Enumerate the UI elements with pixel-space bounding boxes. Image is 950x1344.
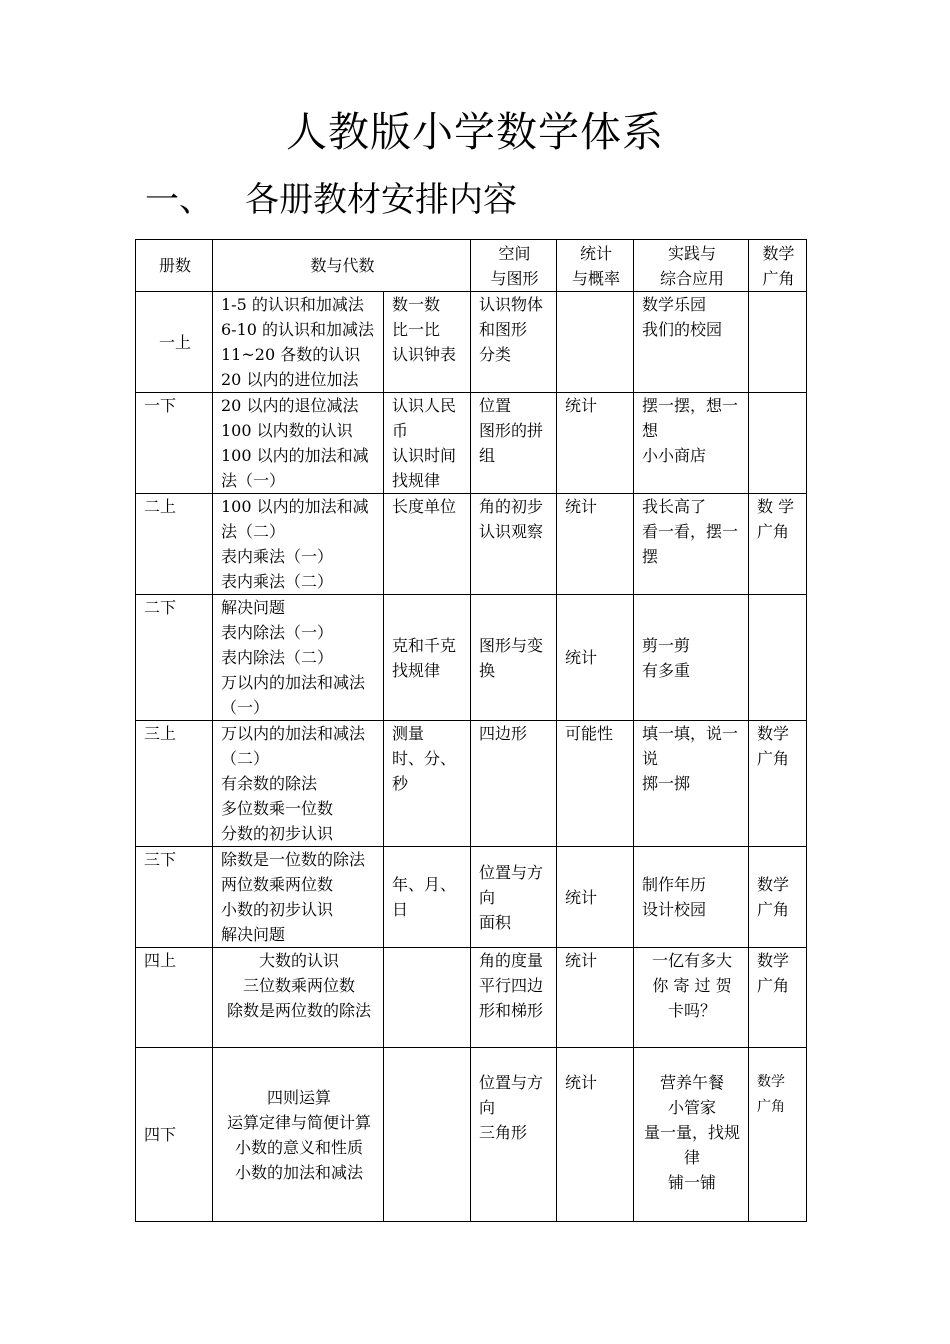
cell-line: 数学乐园 [642,295,707,314]
cell-line: 数学 [757,1074,786,1090]
volume-cell: 一下 [136,393,213,494]
cell-line: 统计 [565,648,598,667]
cell-line: 数 学 [757,497,795,516]
table-row [136,494,807,595]
cell-line: 我长高了 [642,497,707,516]
section-heading-text: 各册教材安排内容 [245,180,517,220]
practice-cell [634,494,749,595]
volume-cell: 四下 [136,1048,213,1222]
space-shape-cell [471,595,557,721]
number-algebra-cell [213,393,384,494]
table-row [136,1048,807,1222]
practice-cell [634,1048,749,1222]
cell-line: 小数的初步认识 [221,900,334,919]
cell-line: 测量 [392,724,425,743]
cell-line: 图形的拼组 [479,421,544,465]
number-algebra-cell [213,292,384,393]
space-shape-cell [471,948,557,1048]
cell-line: 有多重 [642,660,691,680]
volume-cell: 二下 [136,595,213,721]
cell-line: 万以内的加法和减法（二） [221,724,366,768]
space-shape-cell [471,1048,557,1222]
header-row [136,240,807,292]
curriculum-table [135,239,807,1222]
practice-cell [634,721,749,847]
table-row [136,948,807,1048]
cell-line: 剪一剪 [642,635,691,655]
cell-line: 100 以内数的认识 [221,421,353,440]
cell-line: 广角 [757,976,790,995]
cell-line: 认识钟表 [392,345,457,364]
cell-line: 小数的加法和减法 [234,1162,363,1182]
page-title: 人教版小学数学体系 [286,108,664,156]
cell-line: 三位数乘两位数 [242,976,355,995]
cell-line: 认识时间 [392,446,457,465]
number-algebra-cell [213,595,384,721]
volume-cell: 三下 [136,847,213,948]
number-algebra-extra-cell [384,721,471,847]
statistics-cell [557,393,634,494]
cell-line: 表内乘法（二） [221,572,334,591]
cell-line: 一亿有多大 [652,951,733,970]
cell-line: 看一看，摆一摆 [642,522,739,566]
cell-line: 数一数 [392,295,441,314]
header-statistics: 统计 与概率 [557,240,634,292]
statistics-cell [557,721,634,847]
cell-line: 量一量，找规律 [644,1123,741,1167]
number-algebra-extra-cell [384,948,471,1048]
math-corner-cell [749,292,807,393]
math-corner-cell [749,595,807,721]
number-algebra-cell [213,721,384,847]
volume-cell: 三上 [136,721,213,847]
cell-line: 数学 [757,724,790,743]
cell-line: 统计 [565,396,598,415]
number-algebra-extra-cell [384,595,471,721]
cell-line: 掷一掷 [642,774,691,793]
space-shape-cell [471,847,557,948]
cell-line: 位置 [479,396,512,415]
cell-line: 广角 [757,749,790,768]
cell-line: 摆一摆，想一想 [642,396,739,440]
cell-line: 面积 [479,912,512,932]
cell-line: 20 以内的退位减法 [221,396,359,415]
cell-line: 制作年历 [642,875,707,894]
math-corner-cell [749,1048,807,1222]
cell-line: 年、月、日 [392,875,457,919]
cell-line: 时、分、秒 [392,749,457,793]
practice-cell [634,292,749,393]
cell-line: 铺一铺 [668,1173,717,1192]
table-row [136,847,807,948]
statistics-cell [557,948,634,1048]
cell-line: 表内乘法（一） [221,547,334,566]
cell-line: 运算定律与简便计算 [226,1112,371,1132]
number-algebra-cell [213,1048,384,1222]
cell-line: 20 以内的进位加法 [221,370,359,389]
cell-line: 统计 [565,1073,598,1092]
cell-line: 大数的认识 [258,951,339,970]
volume-cell: 一上 [136,292,213,393]
cell-line: 两位数乘两位数 [221,875,334,894]
cell-line: 设计校园 [642,900,707,919]
number-algebra-extra-cell [384,1048,471,1222]
cell-line: 数学 [757,951,790,970]
cell-line: 统计 [565,951,598,970]
table-row [136,595,807,721]
cell-line: 小管家 [668,1098,717,1117]
table-row [136,292,807,393]
cell-line: 小数的意义和性质 [234,1137,363,1157]
header-space-shape: 空间 与图形 [471,240,557,292]
header-number-algebra: 数与代数 [213,240,471,292]
cell-line: 可能性 [565,724,614,743]
math-corner-cell [749,721,807,847]
cell-line: 多位数乘一位数 [221,799,334,818]
cell-line: 分数的初步认识 [221,824,334,843]
cell-line: 位置与方向 [479,862,544,907]
cell-line: 营养午餐 [660,1073,725,1092]
cell-line: 统计 [565,887,598,907]
practice-cell [634,948,749,1048]
cell-line: 表内除法（二） [221,648,334,667]
space-shape-cell [471,494,557,595]
cell-line: 三角形 [479,1123,528,1142]
cell-line: 找规律 [392,471,441,490]
math-corner-cell [749,393,807,494]
cell-line: 四则运算 [266,1087,331,1107]
cell-line: 解决问题 [221,925,286,944]
cell-line: 11~20 各数的认识 [221,345,361,364]
volume-cell: 四上 [136,948,213,1048]
cell-line: 统计 [565,497,598,516]
cell-line: 100 以内的加法和减法（二） [221,497,369,541]
statistics-cell [557,494,634,595]
cell-line: 找规律 [392,660,441,680]
volume-cell: 二上 [136,494,213,595]
number-algebra-cell [213,494,384,595]
cell-line: 比一比 [392,320,441,339]
math-corner-cell [749,847,807,948]
number-algebra-extra-cell [384,847,471,948]
cell-line: 四边形 [479,724,528,743]
section-number: 一、 [145,180,213,220]
cell-line: 和图形 [479,320,528,339]
cell-line: 图形与变换 [479,635,544,680]
table-row [136,393,807,494]
practice-cell [634,393,749,494]
cell-line: 我们的校园 [642,320,723,339]
cell-line: 表内除法（一） [221,623,334,642]
cell-line: 认识观察 [479,522,544,541]
number-algebra-extra-cell [384,494,471,595]
cell-line: 除数是一位数的除法 [221,850,366,869]
math-corner-cell [749,494,807,595]
cell-line: 广角 [757,900,790,919]
cell-line: 数学 [757,875,790,894]
section-heading [145,174,517,226]
cell-line: 认识物体 [479,295,544,314]
cell-line: 平行四边形和梯形 [479,976,544,1020]
cell-line: 填一填，说一说 [642,724,739,768]
number-algebra-extra-cell [384,292,471,393]
statistics-cell [557,1048,634,1222]
number-algebra-cell [213,847,384,948]
cell-line: 有余数的除法 [221,774,318,793]
cell-line: 克和千克 [392,635,457,655]
statistics-cell [557,292,634,393]
header-math-corner: 数学 广角 [749,240,807,292]
cell-line: 6-10 的认识和加减法 [221,320,375,339]
cell-line: 除数是两位数的除法 [226,1001,371,1020]
space-shape-cell [471,393,557,494]
cell-line: 100 以内的加法和减法（一） [221,446,369,490]
header-practice: 实践与 综合应用 [634,240,749,292]
cell-line: 小小商店 [642,446,707,465]
cell-line: 1-5 的认识和加减法 [221,295,364,314]
practice-cell [634,847,749,948]
cell-line: 长度单位 [392,497,457,516]
cell-line: 广角 [757,522,790,541]
statistics-cell [557,847,634,948]
header-volume: 册数 [136,240,213,292]
cell-line: 角的初步 [479,497,544,516]
statistics-cell [557,595,634,721]
practice-cell [634,595,749,721]
cell-line: 广角 [757,1099,786,1115]
number-algebra-extra-cell [384,393,471,494]
table-row [136,721,807,847]
cell-line: 分类 [479,345,512,364]
space-shape-cell [471,292,557,393]
cell-line: 位置与方向 [479,1073,544,1117]
cell-line: 万以内的加法和减法（一） [221,673,366,717]
cell-line: 解决问题 [221,598,286,617]
cell-line: 认识人民币 [392,396,457,440]
math-corner-cell [749,948,807,1048]
number-algebra-cell [213,948,384,1048]
space-shape-cell [471,721,557,847]
cell-line: 你 寄 过 贺 卡吗？ [652,976,732,1020]
cell-line: 角的度量 [479,951,544,970]
